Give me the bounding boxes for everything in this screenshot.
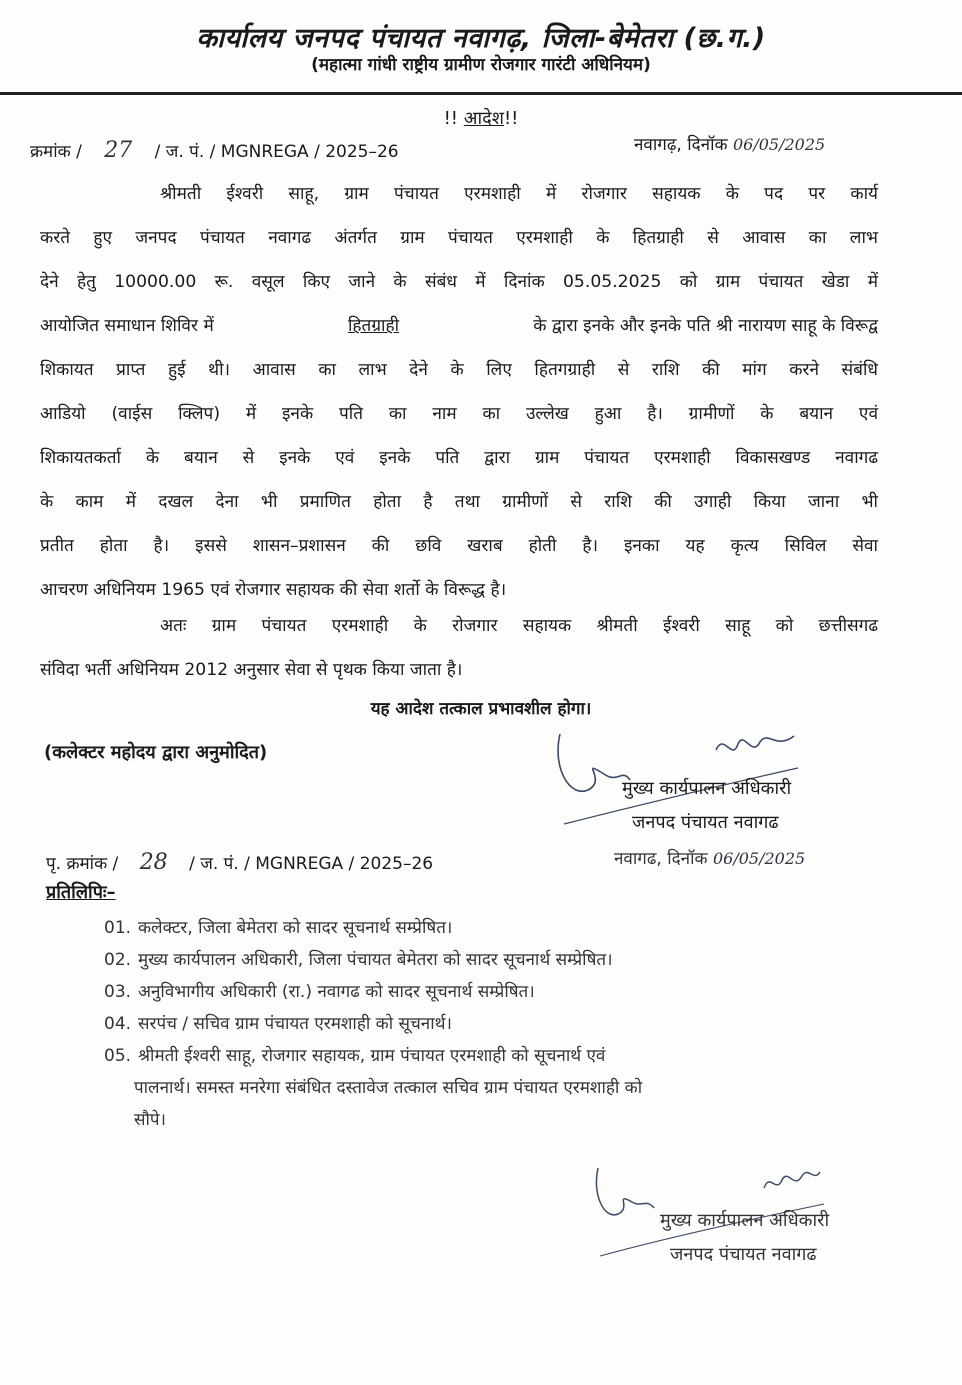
copy-ref-number: 28 xyxy=(139,850,168,875)
cc-heading: प्रतिलिपिः– xyxy=(46,882,116,903)
beneficiary-underlined: हितग्राही xyxy=(347,316,400,336)
order-heading xyxy=(0,106,962,130)
cc-item-continuation: पालनार्थ। समस्त मनरेगा संबंधित दस्तावेज तत्काल सचिव ग्राम पंचायत एरमशाही को xyxy=(134,1078,643,1098)
cc-item-number: 01. xyxy=(104,918,132,938)
body-line-segment: आयोजित समाधान शिविर में xyxy=(40,316,214,336)
cc-item-continuation: सौपे। xyxy=(134,1110,166,1130)
order-heading-suffix: !! xyxy=(503,108,519,129)
order-place-date xyxy=(634,132,825,155)
body-line: शिकायत प्राप्त हुई थी। आवास का लाभ देने के लिए हितगग्राही से राशि की मांग करने संबंधि xyxy=(40,360,878,380)
signature-1-office: जनपद पंचायत नवागढ xyxy=(632,812,779,833)
cc-item-text: अनुविभागीय अधिकारी (रा.) नवागढ को सादर सूचनार्थ सम्प्रेषित। xyxy=(138,982,535,1002)
header-rule xyxy=(0,92,962,95)
order-heading-text: आदेश xyxy=(463,108,504,129)
office-title: कार्यालय जनपद पंचायत नवागढ़, जिला-बेमेतरा (छ.ग.) xyxy=(196,23,766,54)
cc-item xyxy=(104,976,894,1008)
body-line xyxy=(40,304,878,348)
cc-item-text: श्रीमती ईश्वरी साहू, रोजगार सहायक, ग्राम पंचायत एरमशाही को सूचनार्थ एवं xyxy=(138,1046,606,1066)
body-line: शिकायतकर्ता के बयान से इनके एवं इनके पति द्वारा ग्राम पंचायत एरमशाही विकासखण्ड नवागढ xyxy=(40,448,878,468)
cc-item-text: सरपंच / सचिव ग्राम पंचायत एरमशाही को सूचनार्थ। xyxy=(138,1014,452,1034)
approval-note: (कलेक्टर महोदय द्वारा अनुमोदित) xyxy=(44,742,268,763)
cc-item xyxy=(104,944,894,976)
signature-2-block xyxy=(660,1208,829,1266)
cc-item xyxy=(104,912,894,944)
ref-suffix: / ज. पं. / MGNREGA / 2025–26 xyxy=(154,142,399,162)
ref-prefix: क्रमांक / xyxy=(30,142,82,162)
cc-item xyxy=(104,1008,894,1040)
order-reference xyxy=(30,138,399,163)
office-subtitle: (महात्मा गांधी राष्ट्रीय ग्रामीण रोजगार गारंटी अधिनियम) xyxy=(311,55,651,75)
body-line: संविदा भर्ती अधिनियम 2012 अनुसार सेवा से पृथक किया जाता है। xyxy=(40,660,463,680)
order-body-paragraph-1 xyxy=(40,172,878,612)
body-line-segment: के द्वारा इनके और इनके पति श्री नारायण साहू के विरूद्व xyxy=(533,316,878,336)
body-line: आचरण अधिनियम 1965 एवं रोजगार सहायक की सेवा शर्तो के विरूद्ध है। xyxy=(40,580,507,600)
body-line: देने हेतु 10000.00 रू. वसूल किए जाने के संबंध में दिनांक 05.05.2025 को ग्राम पंचायत खेडा में xyxy=(40,272,878,292)
copy-reference xyxy=(46,850,433,875)
body-line: श्रीमती ईश्वरी साहू, ग्राम पंचायत एरमशाही में रोजगार सहायक के पद पर कार्य xyxy=(160,184,878,204)
order-body-paragraph-2 xyxy=(40,604,878,692)
cc-item xyxy=(104,1040,894,1072)
effective-statement: यह आदेश तत्काल प्रभावशील होगा। xyxy=(370,699,592,719)
copy-date: 06/05/2025 xyxy=(712,849,806,868)
signature-2-designation: मुख्य कार्यपालन अधिकारी xyxy=(660,1210,830,1231)
body-line: प्रतीत होता है। इससे शासन–प्रशासन की छवि खराब होती है। इनका यह कृत्य सिविल सेवा xyxy=(40,536,878,556)
cc-item-text: मुख्य कार्यपालन अधिकारी, जिला पंचायत बेमेतरा को सादर सूचनार्थ सम्प्रेषित। xyxy=(138,950,613,970)
copy-ref-suffix: / ज. पं. / MGNREGA / 2025–26 xyxy=(189,854,434,874)
place-date-label: नवागढ़, दिनॉक xyxy=(634,135,728,155)
cc-item-number: 04. xyxy=(104,1014,132,1034)
body-line: आडियो (वाईस क्लिप) में इनके पति का नाम का उल्लेख हुआ है। ग्रामीणों के बयान एवं xyxy=(40,404,878,424)
order-date: 06/05/2025 xyxy=(732,135,826,154)
body-line: करते हुए जनपद पंचायत नवागढ अंतर्गत ग्राम पंचायत एरमशाही के हितग्राही से आवास का लाभ xyxy=(40,228,878,248)
signature-1-block xyxy=(622,776,791,834)
signature-1-designation: मुख्य कार्यपालन अधिकारी xyxy=(622,778,792,799)
copy-place-date xyxy=(614,846,805,869)
body-line: अतः ग्राम पंचायत एरमशाही के रोजगार सहायक श्रीमती ईश्वरी साहू को छत्तीसगढ xyxy=(160,616,878,636)
order-heading-prefix: !! xyxy=(443,108,464,129)
copy-ref-prefix: पृ. क्रमांक / xyxy=(46,854,119,874)
cc-item-number: 02. xyxy=(104,950,132,970)
cc-item-text: कलेक्टर, जिला बेमेतरा को सादर सूचनार्थ सम्प्रेषित। xyxy=(138,918,453,938)
body-line: के काम में दखल देना भी प्रमाणित होता है तथा ग्रामीणों से राशि की उगाही किया जाना भी xyxy=(40,492,878,512)
cc-item-number: 03. xyxy=(104,982,132,1002)
cc-list xyxy=(104,912,894,1136)
cc-item-number: 05. xyxy=(104,1046,132,1066)
signature-2-office: जनपद पंचायत नवागढ xyxy=(670,1244,817,1265)
ref-number: 27 xyxy=(104,138,133,163)
copy-place-date-label: नवागढ, दिनॉक xyxy=(614,849,708,869)
